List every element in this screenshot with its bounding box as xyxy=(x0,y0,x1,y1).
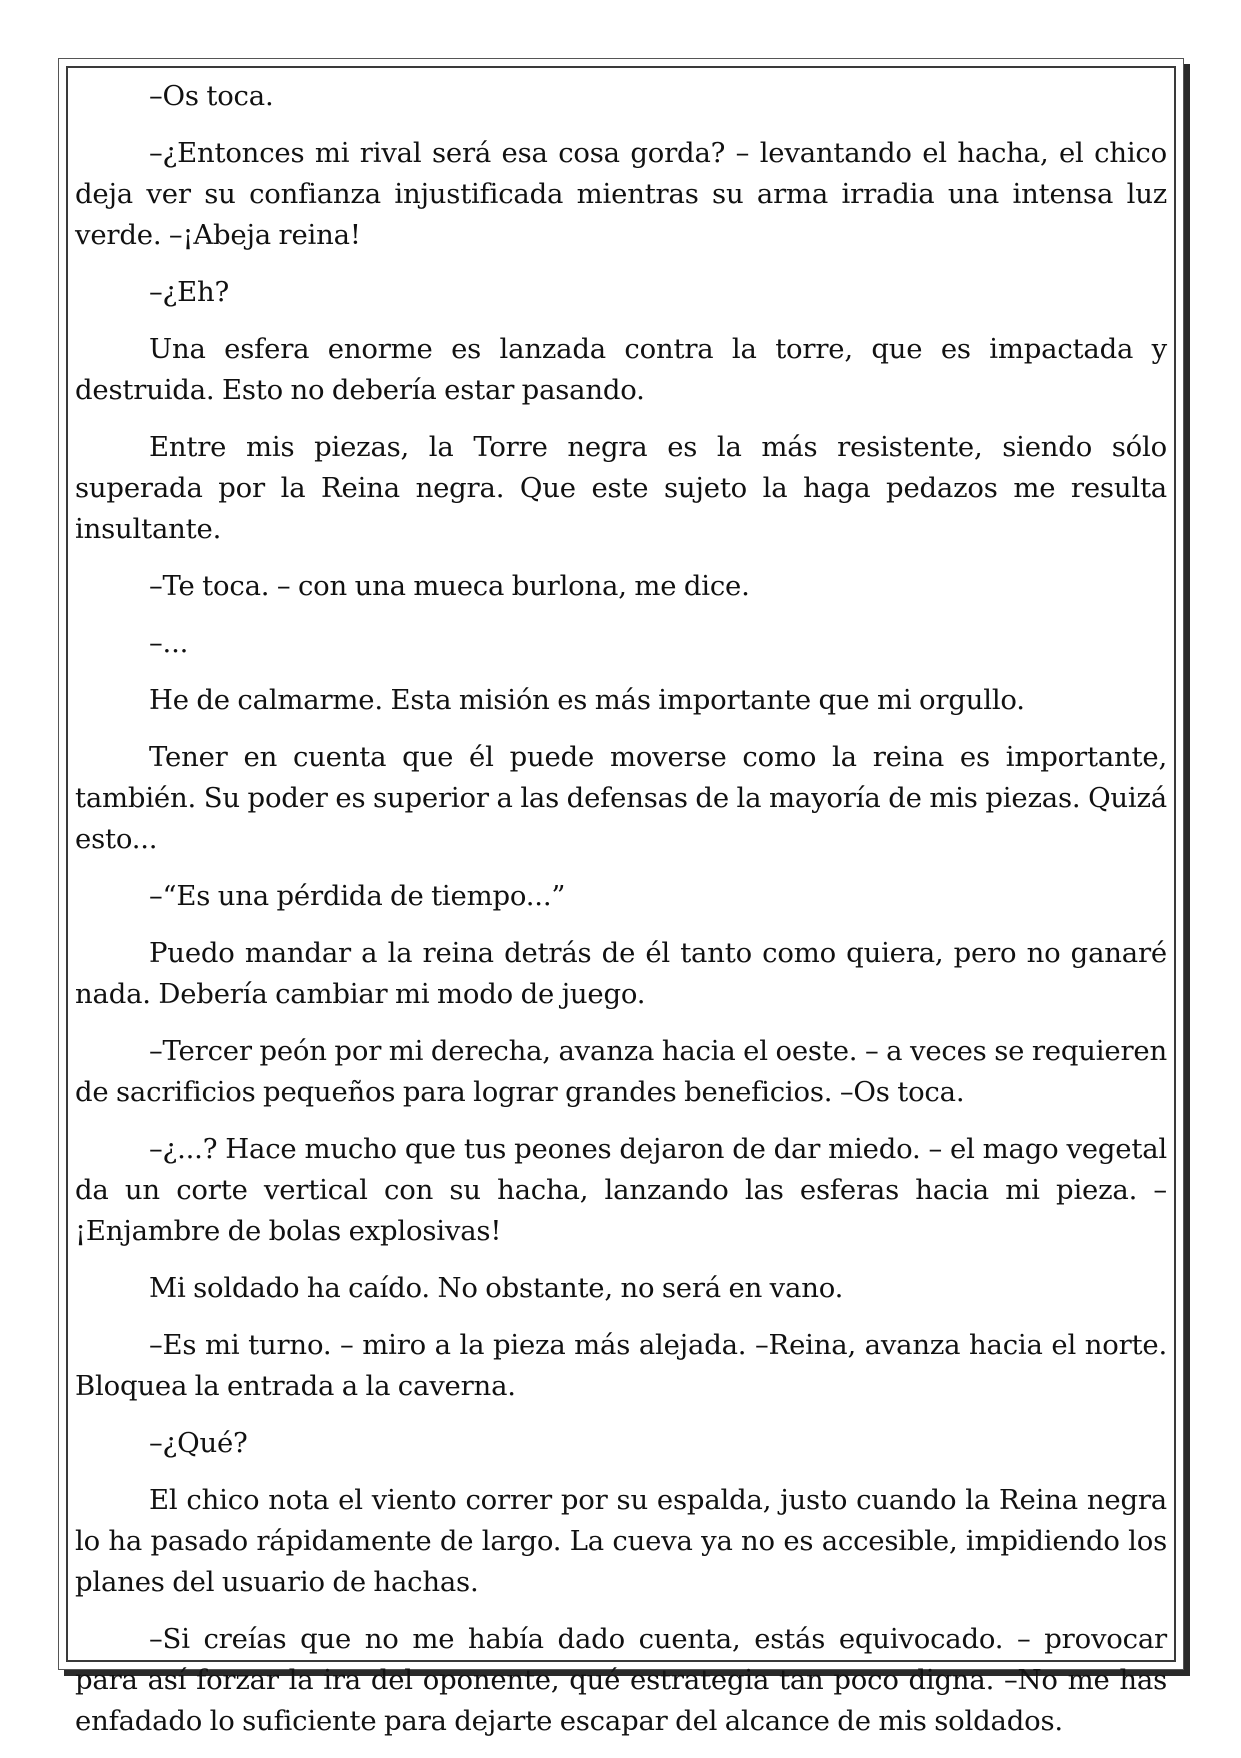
paragraph: –Si creías que no me había dado cuenta, estás equivocado. – provocar para así forzar la ira del oponente, qué estrategia tan poco digna. –No me has enfadado lo suficiente para dejarte escapar del alcance de mis soldados. xyxy=(75,1623,1167,1737)
paragraph: –... xyxy=(149,627,189,659)
paragraph: El chico nota el viento correr por su espalda, justo cuando la Reina negra lo ha pasado rápidamente de largo. La cueva ya no es accesible, impidiendo los planes del usuario de hachas. xyxy=(75,1484,1167,1598)
paragraph: Mi soldado ha caído. No obstante, no será en vano. xyxy=(149,1272,844,1304)
paragraph: –Tercer peón por mi derecha, avanza hacia el oeste. – a veces se requieren de sacrificios pequeños para lograr grandes beneficios. –Os toca. xyxy=(75,1035,1167,1108)
paragraph: Puedo mandar a la reina detrás de él tanto como quiera, pero no ganaré nada. Debería cambiar mi modo de juego. xyxy=(75,937,1167,1010)
paragraph: –¿...? Hace mucho que tus peones dejaron de dar miedo. – el mago vegetal da un corte vertical con su hacha, lanzando las esferas hacia mi pieza. –¡Enjambre de bolas explosivas! xyxy=(75,1133,1167,1247)
page-text xyxy=(75,76,1167,1758)
paragraph: –¿Qué? xyxy=(149,1427,248,1459)
paragraph: Tener en cuenta que él puede moverse como la reina es importante, también. Su poder es superior a las defensas de la mayoría de mis piezas. Quizá esto... xyxy=(75,741,1167,855)
paragraph: –“Es una pérdida de tiempo...” xyxy=(149,880,566,912)
paragraph: Una esfera enorme es lanzada contra la torre, que es impactada y destruida. Esto no debería estar pasando. xyxy=(75,333,1167,406)
paragraph: –Te toca. – con una mueca burlona, me dice. xyxy=(149,570,750,602)
paragraph: –¿Eh? xyxy=(149,276,230,308)
paragraph: –¿Entonces mi rival será esa cosa gorda? – levantando el hacha, el chico deja ver su confianza injustificada mientras su arma irradia una intensa luz verde. –¡Abeja reina! xyxy=(75,137,1167,251)
paragraph: He de calmarme. Esta misión es más importante que mi orgullo. xyxy=(149,684,1025,716)
paragraph: –Os toca. xyxy=(149,80,274,112)
paragraph: Entre mis piezas, la Torre negra es la más resistente, siendo sólo superada por la Reina negra. Que este sujeto la haga pedazos me resulta insultante. xyxy=(75,431,1167,545)
paragraph: –Es mi turno. – miro a la pieza más alejada. –Reina, avanza hacia el norte. Bloquea la entrada a la caverna. xyxy=(75,1329,1167,1402)
